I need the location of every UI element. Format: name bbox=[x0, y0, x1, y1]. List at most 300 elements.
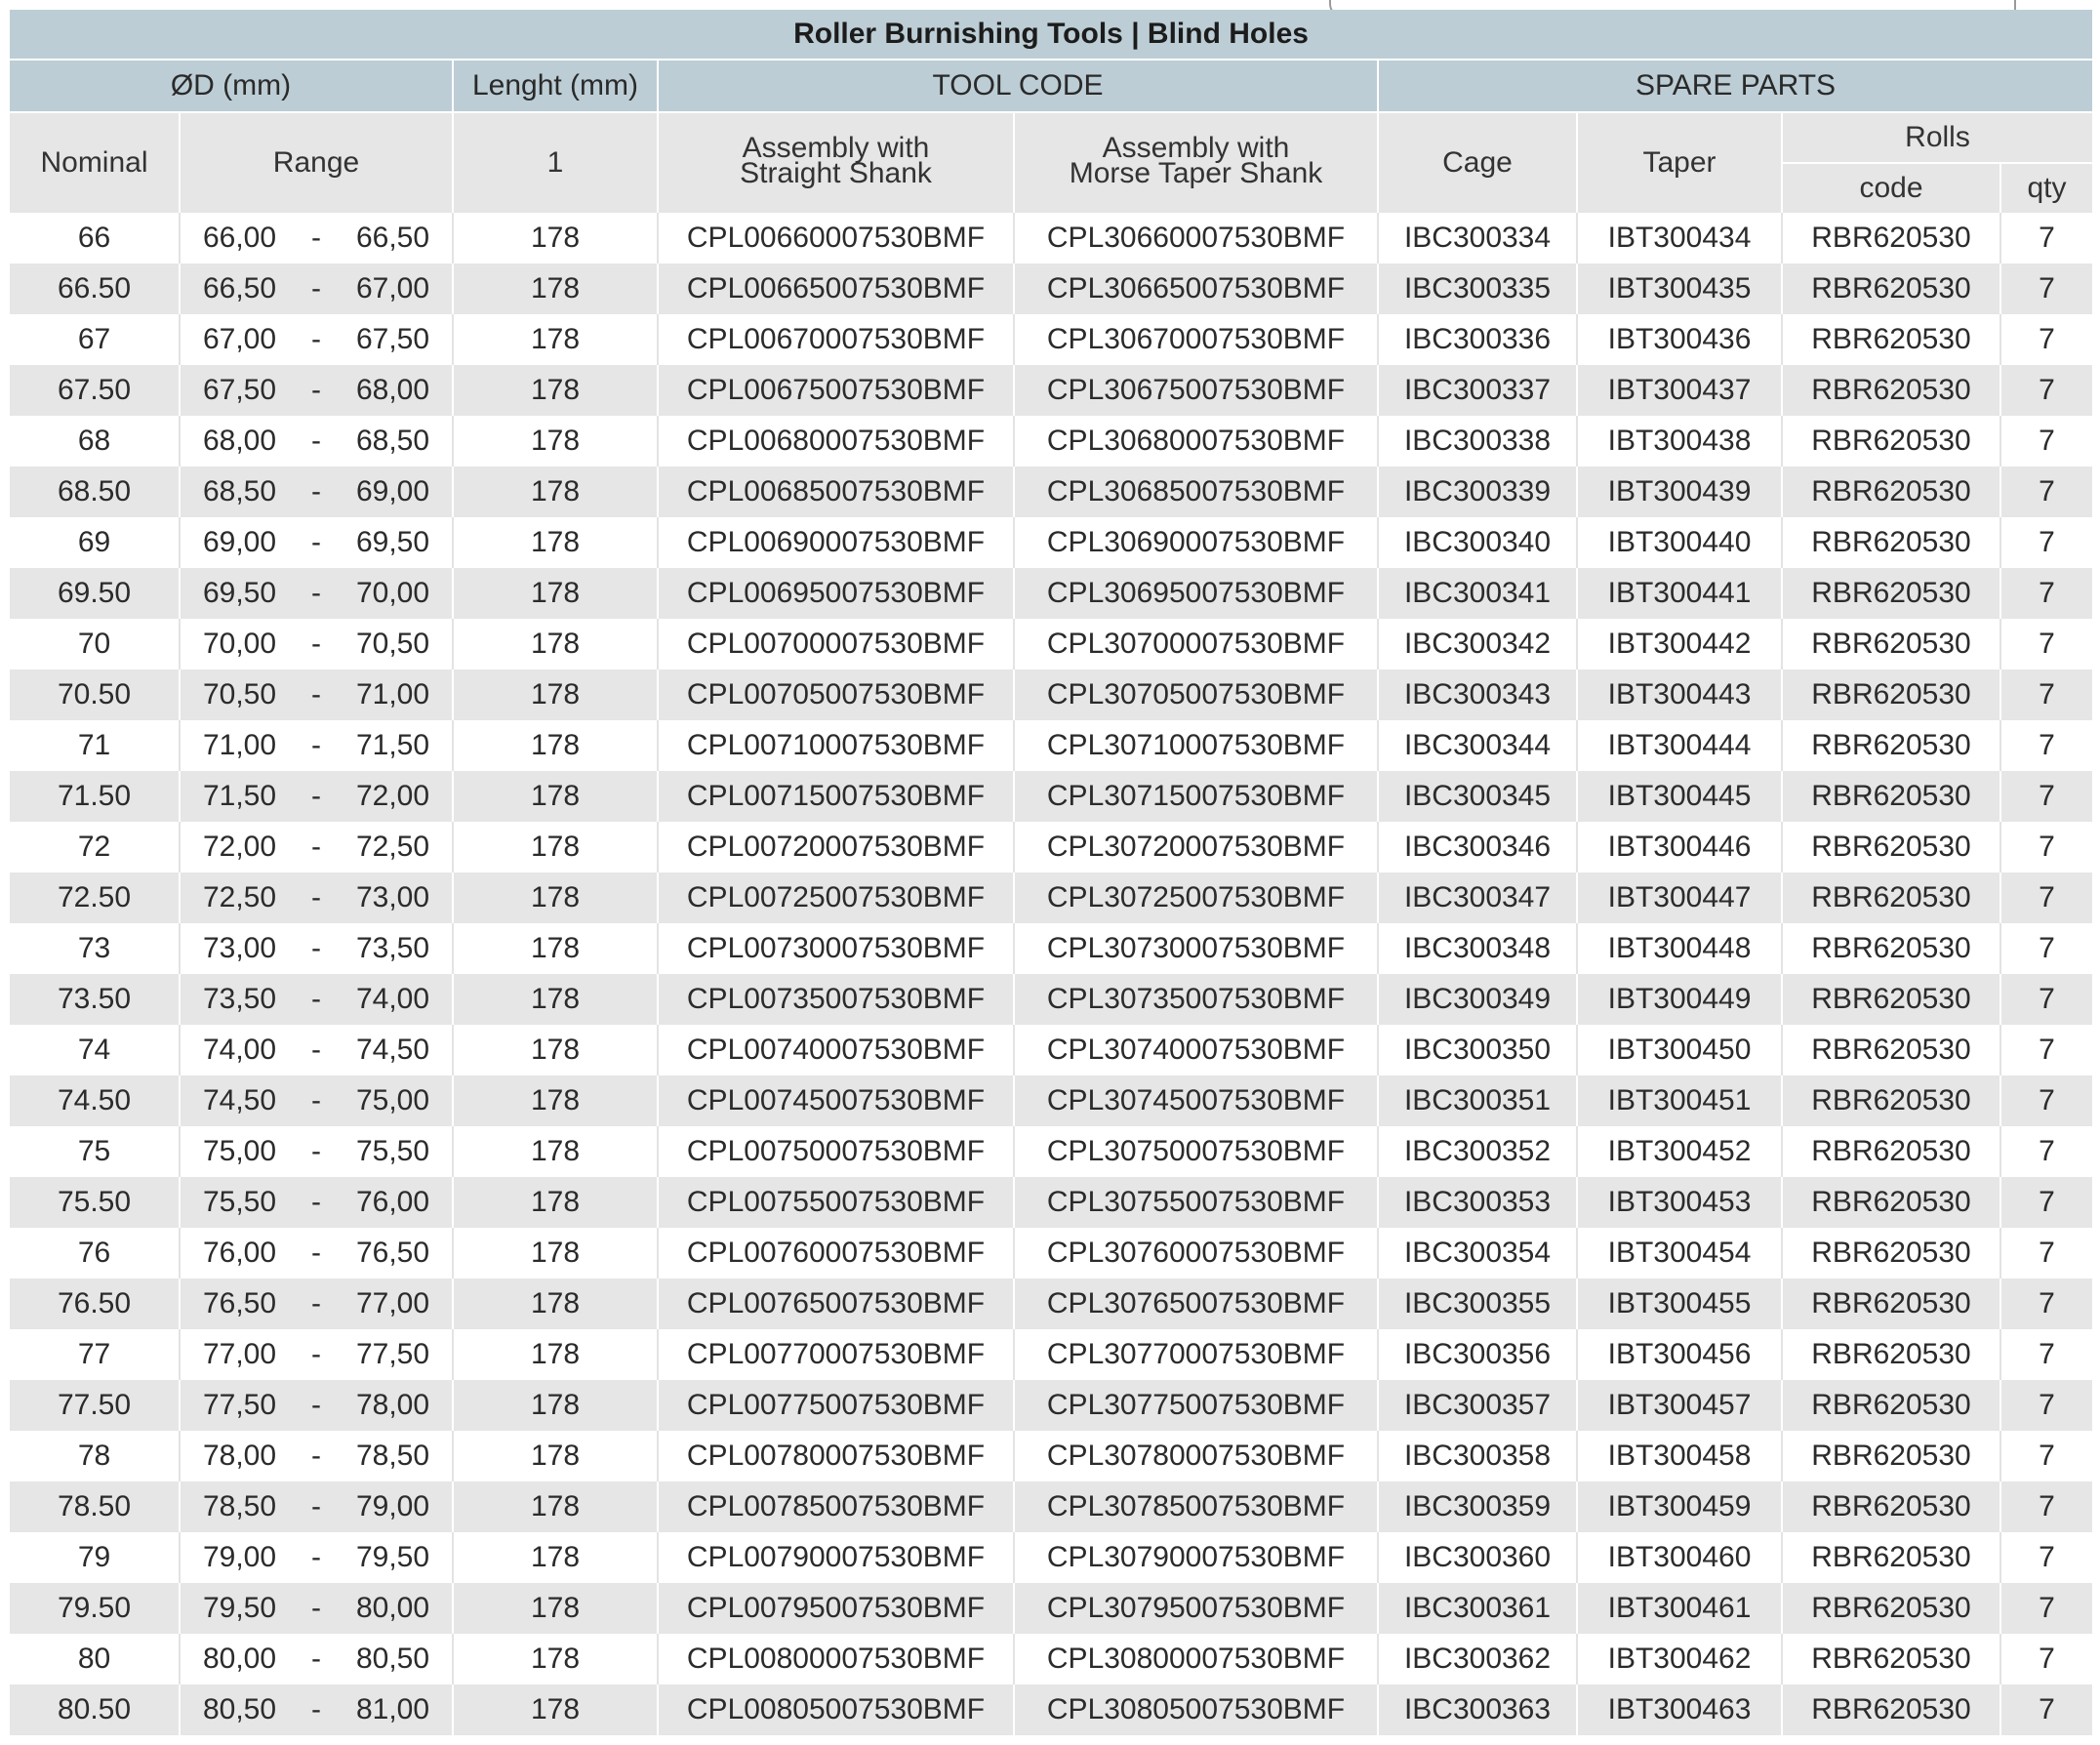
cell-morse-taper-code: CPL30700007530BMF bbox=[1014, 619, 1378, 670]
cell-cage: IBC300357 bbox=[1378, 1380, 1577, 1431]
cell-straight-shank-code: CPL00730007530BMF bbox=[658, 923, 1014, 974]
cell-taper: IBT300443 bbox=[1577, 670, 1782, 720]
cell-length: 178 bbox=[453, 365, 658, 416]
cell-range-min: 67,50 bbox=[180, 365, 299, 416]
morse-line-1: Assembly with bbox=[1102, 132, 1290, 164]
cell-range-max: 67,00 bbox=[334, 264, 453, 314]
table-row bbox=[10, 416, 2092, 467]
cell-nominal: 72.50 bbox=[10, 872, 180, 923]
table-row bbox=[10, 568, 2092, 619]
cell-straight-shank-code: CPL00740007530BMF bbox=[658, 1025, 1014, 1075]
cell-range-min: 67,00 bbox=[180, 314, 299, 365]
cell-roll-qty: 7 bbox=[2000, 1025, 2092, 1075]
cell-cage: IBC300358 bbox=[1378, 1431, 1577, 1481]
cell-length: 178 bbox=[453, 467, 658, 517]
cell-straight-shank-code: CPL00690007530BMF bbox=[658, 517, 1014, 568]
table-row bbox=[10, 1634, 2092, 1684]
cell-straight-shank-code: CPL00795007530BMF bbox=[658, 1583, 1014, 1634]
cell-taper: IBT300434 bbox=[1577, 213, 1782, 264]
cell-range-max: 70,50 bbox=[334, 619, 453, 670]
cell-roll-code: RBR620530 bbox=[1782, 213, 2000, 264]
cell-roll-qty: 7 bbox=[2000, 568, 2092, 619]
cell-roll-qty: 7 bbox=[2000, 872, 2092, 923]
cell-cage: IBC300359 bbox=[1378, 1481, 1577, 1532]
cell-range-max: 76,50 bbox=[334, 1228, 453, 1278]
cell-length: 178 bbox=[453, 1075, 658, 1126]
cell-straight-shank-code: CPL00660007530BMF bbox=[658, 213, 1014, 264]
cell-taper: IBT300448 bbox=[1577, 923, 1782, 974]
cell-length: 178 bbox=[453, 1228, 658, 1278]
cell-range-separator: - bbox=[299, 974, 334, 1025]
cell-morse-taper-code: CPL30745007530BMF bbox=[1014, 1075, 1378, 1126]
cell-morse-taper-code: CPL30675007530BMF bbox=[1014, 365, 1378, 416]
cell-length: 178 bbox=[453, 1634, 658, 1684]
cell-length: 178 bbox=[453, 923, 658, 974]
cell-range-min: 80,50 bbox=[180, 1684, 299, 1735]
cell-range-min: 68,50 bbox=[180, 467, 299, 517]
cell-taper: IBT300442 bbox=[1577, 619, 1782, 670]
cell-range-min: 78,50 bbox=[180, 1481, 299, 1532]
cell-taper: IBT300451 bbox=[1577, 1075, 1782, 1126]
cell-roll-qty: 7 bbox=[2000, 974, 2092, 1025]
col-roll-qty: qty bbox=[2000, 163, 2092, 213]
cell-roll-qty: 7 bbox=[2000, 1278, 2092, 1329]
col-range: Range bbox=[180, 112, 453, 213]
cell-range-min: 74,00 bbox=[180, 1025, 299, 1075]
cell-roll-qty: 7 bbox=[2000, 1532, 2092, 1583]
cell-roll-code: RBR620530 bbox=[1782, 1634, 2000, 1684]
cell-morse-taper-code: CPL30755007530BMF bbox=[1014, 1177, 1378, 1228]
cell-taper: IBT300446 bbox=[1577, 822, 1782, 872]
table-row bbox=[10, 771, 2092, 822]
table-row bbox=[10, 467, 2092, 517]
col-roll-code: code bbox=[1782, 163, 2000, 213]
cell-taper: IBT300458 bbox=[1577, 1431, 1782, 1481]
cell-morse-taper-code: CPL30695007530BMF bbox=[1014, 568, 1378, 619]
cell-range-max: 79,50 bbox=[334, 1532, 453, 1583]
cell-cage: IBC300353 bbox=[1378, 1177, 1577, 1228]
cell-nominal: 71 bbox=[10, 720, 180, 771]
cell-length: 178 bbox=[453, 670, 658, 720]
cell-nominal: 66 bbox=[10, 213, 180, 264]
cell-range-min: 72,50 bbox=[180, 872, 299, 923]
cell-range-max: 75,50 bbox=[334, 1126, 453, 1177]
cell-length: 178 bbox=[453, 1532, 658, 1583]
cell-straight-shank-code: CPL00765007530BMF bbox=[658, 1278, 1014, 1329]
cell-straight-shank-code: CPL00760007530BMF bbox=[658, 1228, 1014, 1278]
cell-straight-shank-code: CPL00715007530BMF bbox=[658, 771, 1014, 822]
cell-roll-qty: 7 bbox=[2000, 1126, 2092, 1177]
cell-roll-code: RBR620530 bbox=[1782, 872, 2000, 923]
table-row bbox=[10, 619, 2092, 670]
tools-table bbox=[10, 10, 2092, 1735]
cell-range-separator: - bbox=[299, 670, 334, 720]
cell-range-max: 69,50 bbox=[334, 517, 453, 568]
cell-straight-shank-code: CPL00780007530BMF bbox=[658, 1431, 1014, 1481]
cell-cage: IBC300354 bbox=[1378, 1228, 1577, 1278]
cell-straight-shank-code: CPL00800007530BMF bbox=[658, 1634, 1014, 1684]
table-row bbox=[10, 1278, 2092, 1329]
cell-range-separator: - bbox=[299, 1583, 334, 1634]
cell-range-separator: - bbox=[299, 416, 334, 467]
cell-range-separator: - bbox=[299, 872, 334, 923]
cell-roll-code: RBR620530 bbox=[1782, 923, 2000, 974]
cell-morse-taper-code: CPL30720007530BMF bbox=[1014, 822, 1378, 872]
cell-range-max: 76,00 bbox=[334, 1177, 453, 1228]
table-row bbox=[10, 1431, 2092, 1481]
cell-straight-shank-code: CPL00775007530BMF bbox=[658, 1380, 1014, 1431]
cell-taper: IBT300463 bbox=[1577, 1684, 1782, 1735]
cell-range-min: 75,00 bbox=[180, 1126, 299, 1177]
cell-roll-code: RBR620530 bbox=[1782, 1126, 2000, 1177]
cell-roll-code: RBR620530 bbox=[1782, 1481, 2000, 1532]
cell-roll-code: RBR620530 bbox=[1782, 1684, 2000, 1735]
cell-range-max: 74,50 bbox=[334, 1025, 453, 1075]
cell-range-separator: - bbox=[299, 822, 334, 872]
cell-range-separator: - bbox=[299, 1075, 334, 1126]
cell-length: 178 bbox=[453, 1126, 658, 1177]
cell-nominal: 80.50 bbox=[10, 1684, 180, 1735]
cell-roll-qty: 7 bbox=[2000, 1634, 2092, 1684]
table-row bbox=[10, 1228, 2092, 1278]
cell-taper: IBT300449 bbox=[1577, 974, 1782, 1025]
cell-length: 178 bbox=[453, 872, 658, 923]
cell-roll-code: RBR620530 bbox=[1782, 416, 2000, 467]
cell-nominal: 76 bbox=[10, 1228, 180, 1278]
cell-morse-taper-code: CPL30710007530BMF bbox=[1014, 720, 1378, 771]
cell-range-min: 66,50 bbox=[180, 264, 299, 314]
cell-roll-qty: 7 bbox=[2000, 923, 2092, 974]
cell-nominal: 76.50 bbox=[10, 1278, 180, 1329]
cell-range-max: 80,00 bbox=[334, 1583, 453, 1634]
cell-straight-shank-code: CPL00670007530BMF bbox=[658, 314, 1014, 365]
cell-cage: IBC300343 bbox=[1378, 670, 1577, 720]
cell-range-min: 71,00 bbox=[180, 720, 299, 771]
cell-taper: IBT300453 bbox=[1577, 1177, 1782, 1228]
group-spare-parts: SPARE PARTS bbox=[1378, 60, 2092, 112]
cell-range-separator: - bbox=[299, 1634, 334, 1684]
cell-roll-qty: 7 bbox=[2000, 1177, 2092, 1228]
cell-range-min: 69,00 bbox=[180, 517, 299, 568]
cell-morse-taper-code: CPL30715007530BMF bbox=[1014, 771, 1378, 822]
cell-range-separator: - bbox=[299, 213, 334, 264]
cell-cage: IBC300337 bbox=[1378, 365, 1577, 416]
cell-morse-taper-code: CPL30770007530BMF bbox=[1014, 1329, 1378, 1380]
cell-cage: IBC300356 bbox=[1378, 1329, 1577, 1380]
cell-cage: IBC300351 bbox=[1378, 1075, 1577, 1126]
cell-nominal: 74 bbox=[10, 1025, 180, 1075]
cell-roll-code: RBR620530 bbox=[1782, 720, 2000, 771]
cell-straight-shank-code: CPL00710007530BMF bbox=[658, 720, 1014, 771]
cell-morse-taper-code: CPL30765007530BMF bbox=[1014, 1278, 1378, 1329]
cell-straight-shank-code: CPL00750007530BMF bbox=[658, 1126, 1014, 1177]
cell-range-min: 76,50 bbox=[180, 1278, 299, 1329]
cell-range-min: 77,50 bbox=[180, 1380, 299, 1431]
cell-roll-qty: 7 bbox=[2000, 517, 2092, 568]
cell-range-min: 73,50 bbox=[180, 974, 299, 1025]
cell-length: 178 bbox=[453, 264, 658, 314]
cell-range-separator: - bbox=[299, 1431, 334, 1481]
cell-cage: IBC300360 bbox=[1378, 1532, 1577, 1583]
cell-range-separator: - bbox=[299, 1380, 334, 1431]
cell-roll-code: RBR620530 bbox=[1782, 264, 2000, 314]
cell-taper: IBT300462 bbox=[1577, 1634, 1782, 1684]
cell-range-separator: - bbox=[299, 1481, 334, 1532]
cell-morse-taper-code: CPL30685007530BMF bbox=[1014, 467, 1378, 517]
cell-range-max: 72,00 bbox=[334, 771, 453, 822]
cell-nominal: 78 bbox=[10, 1431, 180, 1481]
cell-taper: IBT300438 bbox=[1577, 416, 1782, 467]
morse-line-2: Morse Taper Shank bbox=[1069, 157, 1323, 189]
cell-length: 178 bbox=[453, 822, 658, 872]
cell-roll-code: RBR620530 bbox=[1782, 1075, 2000, 1126]
cell-nominal: 79 bbox=[10, 1532, 180, 1583]
cell-morse-taper-code: CPL30690007530BMF bbox=[1014, 517, 1378, 568]
cell-length: 178 bbox=[453, 314, 658, 365]
table-row bbox=[10, 1481, 2092, 1532]
cell-morse-taper-code: CPL30805007530BMF bbox=[1014, 1684, 1378, 1735]
cell-morse-taper-code: CPL30785007530BMF bbox=[1014, 1481, 1378, 1532]
cell-length: 178 bbox=[453, 213, 658, 264]
cell-morse-taper-code: CPL30660007530BMF bbox=[1014, 213, 1378, 264]
cell-morse-taper-code: CPL30730007530BMF bbox=[1014, 923, 1378, 974]
cell-length: 178 bbox=[453, 568, 658, 619]
cell-length: 178 bbox=[453, 416, 658, 467]
cell-roll-qty: 7 bbox=[2000, 1431, 2092, 1481]
cell-taper: IBT300459 bbox=[1577, 1481, 1782, 1532]
cell-range-separator: - bbox=[299, 264, 334, 314]
cell-roll-qty: 7 bbox=[2000, 467, 2092, 517]
cell-range-max: 77,50 bbox=[334, 1329, 453, 1380]
cell-nominal: 68.50 bbox=[10, 467, 180, 517]
cell-taper: IBT300435 bbox=[1577, 264, 1782, 314]
cell-roll-qty: 7 bbox=[2000, 1583, 2092, 1634]
table-row bbox=[10, 1126, 2092, 1177]
cell-roll-code: RBR620530 bbox=[1782, 1025, 2000, 1075]
cell-cage: IBC300348 bbox=[1378, 923, 1577, 974]
cell-morse-taper-code: CPL30725007530BMF bbox=[1014, 872, 1378, 923]
cell-taper: IBT300436 bbox=[1577, 314, 1782, 365]
cell-length: 178 bbox=[453, 1583, 658, 1634]
cell-nominal: 66.50 bbox=[10, 264, 180, 314]
cell-range-max: 73,00 bbox=[334, 872, 453, 923]
cell-nominal: 70 bbox=[10, 619, 180, 670]
col-straight-shank bbox=[658, 112, 1014, 213]
col-morse-taper-shank bbox=[1014, 112, 1378, 213]
table-row bbox=[10, 872, 2092, 923]
cell-range-min: 80,00 bbox=[180, 1634, 299, 1684]
cell-taper: IBT300461 bbox=[1577, 1583, 1782, 1634]
cell-straight-shank-code: CPL00770007530BMF bbox=[658, 1329, 1014, 1380]
cell-cage: IBC300340 bbox=[1378, 517, 1577, 568]
cell-length: 178 bbox=[453, 1329, 658, 1380]
cell-roll-qty: 7 bbox=[2000, 213, 2092, 264]
cell-straight-shank-code: CPL00705007530BMF bbox=[658, 670, 1014, 720]
cell-roll-code: RBR620530 bbox=[1782, 314, 2000, 365]
cell-cage: IBC300334 bbox=[1378, 213, 1577, 264]
cell-straight-shank-code: CPL00785007530BMF bbox=[658, 1481, 1014, 1532]
cell-taper: IBT300456 bbox=[1577, 1329, 1782, 1380]
cell-morse-taper-code: CPL30705007530BMF bbox=[1014, 670, 1378, 720]
cell-straight-shank-code: CPL00735007530BMF bbox=[658, 974, 1014, 1025]
straight-line-1: Assembly with bbox=[742, 132, 930, 164]
cell-range-separator: - bbox=[299, 467, 334, 517]
cell-roll-code: RBR620530 bbox=[1782, 568, 2000, 619]
cell-cage: IBC300339 bbox=[1378, 467, 1577, 517]
table-row bbox=[10, 517, 2092, 568]
cell-range-separator: - bbox=[299, 1126, 334, 1177]
cell-nominal: 70.50 bbox=[10, 670, 180, 720]
cell-cage: IBC300338 bbox=[1378, 416, 1577, 467]
cell-roll-code: RBR620530 bbox=[1782, 467, 2000, 517]
cell-morse-taper-code: CPL30775007530BMF bbox=[1014, 1380, 1378, 1431]
cell-cage: IBC300336 bbox=[1378, 314, 1577, 365]
cell-range-max: 73,50 bbox=[334, 923, 453, 974]
cell-taper: IBT300441 bbox=[1577, 568, 1782, 619]
cell-length: 178 bbox=[453, 1481, 658, 1532]
cell-length: 178 bbox=[453, 517, 658, 568]
cell-roll-qty: 7 bbox=[2000, 1684, 2092, 1735]
table-title: Roller Burnishing Tools | Blind Holes bbox=[10, 10, 2092, 60]
cell-length: 178 bbox=[453, 1278, 658, 1329]
cell-range-max: 66,50 bbox=[334, 213, 453, 264]
cell-cage: IBC300335 bbox=[1378, 264, 1577, 314]
cell-roll-qty: 7 bbox=[2000, 314, 2092, 365]
cell-roll-qty: 7 bbox=[2000, 771, 2092, 822]
cell-cage: IBC300347 bbox=[1378, 872, 1577, 923]
cell-cage: IBC300344 bbox=[1378, 720, 1577, 771]
cell-morse-taper-code: CPL30760007530BMF bbox=[1014, 1228, 1378, 1278]
col-cage: Cage bbox=[1378, 112, 1577, 213]
cell-straight-shank-code: CPL00680007530BMF bbox=[658, 416, 1014, 467]
cell-length: 178 bbox=[453, 1431, 658, 1481]
cell-taper: IBT300447 bbox=[1577, 872, 1782, 923]
cell-cage: IBC300352 bbox=[1378, 1126, 1577, 1177]
cell-range-separator: - bbox=[299, 1684, 334, 1735]
cell-range-min: 69,50 bbox=[180, 568, 299, 619]
cell-range-separator: - bbox=[299, 1329, 334, 1380]
cell-range-max: 67,50 bbox=[334, 314, 453, 365]
straight-line-2: Straight Shank bbox=[740, 157, 932, 189]
cell-straight-shank-code: CPL00695007530BMF bbox=[658, 568, 1014, 619]
cell-range-separator: - bbox=[299, 619, 334, 670]
cell-roll-qty: 7 bbox=[2000, 720, 2092, 771]
table-row bbox=[10, 670, 2092, 720]
cell-morse-taper-code: CPL30750007530BMF bbox=[1014, 1126, 1378, 1177]
table-row bbox=[10, 1329, 2092, 1380]
cell-range-min: 77,00 bbox=[180, 1329, 299, 1380]
table-row bbox=[10, 1583, 2092, 1634]
cell-nominal: 67.50 bbox=[10, 365, 180, 416]
cell-length: 178 bbox=[453, 1025, 658, 1075]
cell-nominal: 80 bbox=[10, 1634, 180, 1684]
cell-roll-code: RBR620530 bbox=[1782, 771, 2000, 822]
cell-straight-shank-code: CPL00685007530BMF bbox=[658, 467, 1014, 517]
cell-cage: IBC300349 bbox=[1378, 974, 1577, 1025]
cell-range-separator: - bbox=[299, 1177, 334, 1228]
cell-range-max: 78,00 bbox=[334, 1380, 453, 1431]
cell-cage: IBC300355 bbox=[1378, 1278, 1577, 1329]
cell-roll-qty: 7 bbox=[2000, 670, 2092, 720]
cell-length: 178 bbox=[453, 1380, 658, 1431]
cell-taper: IBT300439 bbox=[1577, 467, 1782, 517]
cell-straight-shank-code: CPL00675007530BMF bbox=[658, 365, 1014, 416]
cell-nominal: 73.50 bbox=[10, 974, 180, 1025]
cell-nominal: 77.50 bbox=[10, 1380, 180, 1431]
cell-roll-qty: 7 bbox=[2000, 822, 2092, 872]
col-taper: Taper bbox=[1577, 112, 1782, 213]
cell-range-separator: - bbox=[299, 720, 334, 771]
cell-range-max: 71,50 bbox=[334, 720, 453, 771]
cell-range-separator: - bbox=[299, 1532, 334, 1583]
cell-nominal: 75 bbox=[10, 1126, 180, 1177]
cell-range-min: 68,00 bbox=[180, 416, 299, 467]
table-row bbox=[10, 1532, 2092, 1583]
cell-range-separator: - bbox=[299, 923, 334, 974]
col-nominal: Nominal bbox=[10, 112, 180, 213]
cell-morse-taper-code: CPL30780007530BMF bbox=[1014, 1431, 1378, 1481]
cell-range-separator: - bbox=[299, 365, 334, 416]
cell-taper: IBT300440 bbox=[1577, 517, 1782, 568]
cell-length: 178 bbox=[453, 619, 658, 670]
cell-roll-code: RBR620530 bbox=[1782, 1431, 2000, 1481]
cell-taper: IBT300450 bbox=[1577, 1025, 1782, 1075]
cell-morse-taper-code: CPL30735007530BMF bbox=[1014, 974, 1378, 1025]
cell-roll-code: RBR620530 bbox=[1782, 822, 2000, 872]
table-row bbox=[10, 822, 2092, 872]
cell-taper: IBT300437 bbox=[1577, 365, 1782, 416]
cell-range-max: 77,00 bbox=[334, 1278, 453, 1329]
cell-range-separator: - bbox=[299, 771, 334, 822]
col-rolls: Rolls bbox=[1782, 112, 2092, 163]
cell-length: 178 bbox=[453, 771, 658, 822]
cell-roll-code: RBR620530 bbox=[1782, 1380, 2000, 1431]
cell-length: 178 bbox=[453, 974, 658, 1025]
cell-cage: IBC300363 bbox=[1378, 1684, 1577, 1735]
cell-roll-code: RBR620530 bbox=[1782, 1583, 2000, 1634]
cell-range-max: 74,00 bbox=[334, 974, 453, 1025]
cell-nominal: 69 bbox=[10, 517, 180, 568]
cell-taper: IBT300457 bbox=[1577, 1380, 1782, 1431]
cell-morse-taper-code: CPL30795007530BMF bbox=[1014, 1583, 1378, 1634]
cell-range-min: 66,00 bbox=[180, 213, 299, 264]
cell-range-separator: - bbox=[299, 1278, 334, 1329]
cell-roll-code: RBR620530 bbox=[1782, 974, 2000, 1025]
table-row bbox=[10, 1025, 2092, 1075]
cell-range-max: 68,00 bbox=[334, 365, 453, 416]
table-row bbox=[10, 974, 2092, 1025]
cell-taper: IBT300444 bbox=[1577, 720, 1782, 771]
cell-range-min: 75,50 bbox=[180, 1177, 299, 1228]
cell-range-min: 76,00 bbox=[180, 1228, 299, 1278]
table-row bbox=[10, 213, 2092, 264]
cell-straight-shank-code: CPL00805007530BMF bbox=[658, 1684, 1014, 1735]
cell-cage: IBC300350 bbox=[1378, 1025, 1577, 1075]
cell-straight-shank-code: CPL00790007530BMF bbox=[658, 1532, 1014, 1583]
cell-straight-shank-code: CPL00720007530BMF bbox=[658, 822, 1014, 872]
cell-taper: IBT300445 bbox=[1577, 771, 1782, 822]
cell-roll-qty: 7 bbox=[2000, 264, 2092, 314]
cell-roll-code: RBR620530 bbox=[1782, 1329, 2000, 1380]
table-row bbox=[10, 1177, 2092, 1228]
cell-taper: IBT300454 bbox=[1577, 1228, 1782, 1278]
cell-roll-code: RBR620530 bbox=[1782, 1177, 2000, 1228]
cell-range-separator: - bbox=[299, 314, 334, 365]
cell-length: 178 bbox=[453, 720, 658, 771]
cell-range-max: 68,50 bbox=[334, 416, 453, 467]
cell-nominal: 72 bbox=[10, 822, 180, 872]
cell-cage: IBC300361 bbox=[1378, 1583, 1577, 1634]
